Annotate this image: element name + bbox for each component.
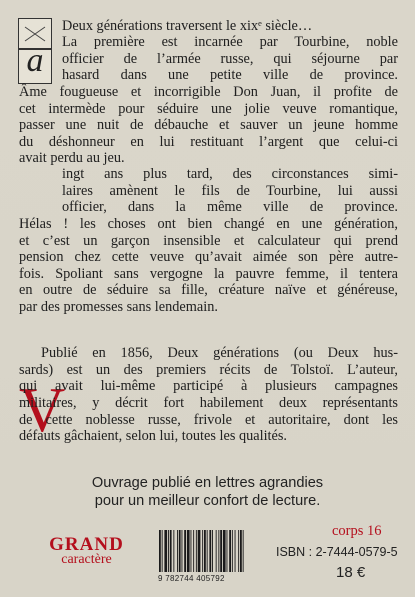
p1-line: officier de l’armée russe, qui séjourne par (62, 51, 398, 67)
p2-line: par des promesses sans lendemain. (19, 299, 218, 315)
p3-line: Publié en 1856, Deux générations (ou Deux hus- (41, 345, 398, 361)
font-size-label: corps 16 (332, 523, 382, 539)
p1-line: Deux générations traversent le xixᵉ siècle… (62, 18, 313, 34)
isbn: ISBN : 2-7444-0579-5 (276, 545, 398, 559)
p2-line: officier, dans la même ville de province. (62, 199, 398, 215)
p3-line: de cette noblesse russe, frivole et autoritaire, dont les (19, 412, 398, 428)
p3-line: qui avait lui-même participé à plusieurs campagnes (19, 378, 398, 394)
p2-line: et c’est un garçon insensible et calculateur qui prend (19, 233, 398, 249)
p1-line: du déshonneur en lui restituant l’argent que celui-ci (19, 134, 398, 150)
p1-line: avait perdu au jeu. (19, 150, 125, 166)
collection-brand (39, 535, 134, 567)
large-print-notice-line-1: Ouvrage publié en lettres agrandies (91, 475, 324, 491)
p2-line: fois. Spoliant sans vergogne la pauvre femme, il tentera (19, 266, 398, 282)
logo-letter: a (26, 42, 44, 79)
price: 18 € (336, 564, 366, 581)
p1-line: Âme fougueuse et incorrigible Don Juan, il profite de (19, 84, 398, 100)
p1-line: passer une nuit de débauche et sauver un jeune homme (19, 117, 398, 133)
p2-line: pension chez cette veuve qu’avait aimée son père autre- (19, 249, 398, 265)
p1-line: cet intermède pour séduire une jolie veuve romantique, (19, 101, 398, 117)
brand-grand: GRAND (49, 534, 124, 555)
p3-line: défauts gâchaient, selon lui, toutes les qualités. (19, 428, 287, 444)
p2-line: Hélas ! les choses ont bien changé en une génération, (19, 216, 398, 232)
p1-line: La première est incarnée par Tourbine, noble (62, 34, 398, 50)
p2-line: ingt ans plus tard, des circonstances simi- (62, 166, 398, 182)
p1-line: hasard dans une petite ville de province. (62, 67, 398, 83)
large-print-notice-line-2: pour un meilleur confort de lecture. (94, 493, 321, 509)
p2-line: en outre de séduire sa fille, créature naïve et généreuse, (19, 282, 398, 298)
ean-number: 9 782744 405792 (158, 574, 225, 583)
p2-line: laires amènent le fils de Tourbine, lui aussi (62, 183, 398, 199)
brand-caractere: caractère (61, 552, 112, 567)
drop-cap: V (19, 374, 66, 445)
publisher-logo (18, 18, 52, 84)
p3-line: sards) est un des premiers récits de Tolstoï. L’auteur, (19, 362, 398, 378)
p3-line: militaires, y décrit fort habilement deux représentants (19, 395, 398, 411)
